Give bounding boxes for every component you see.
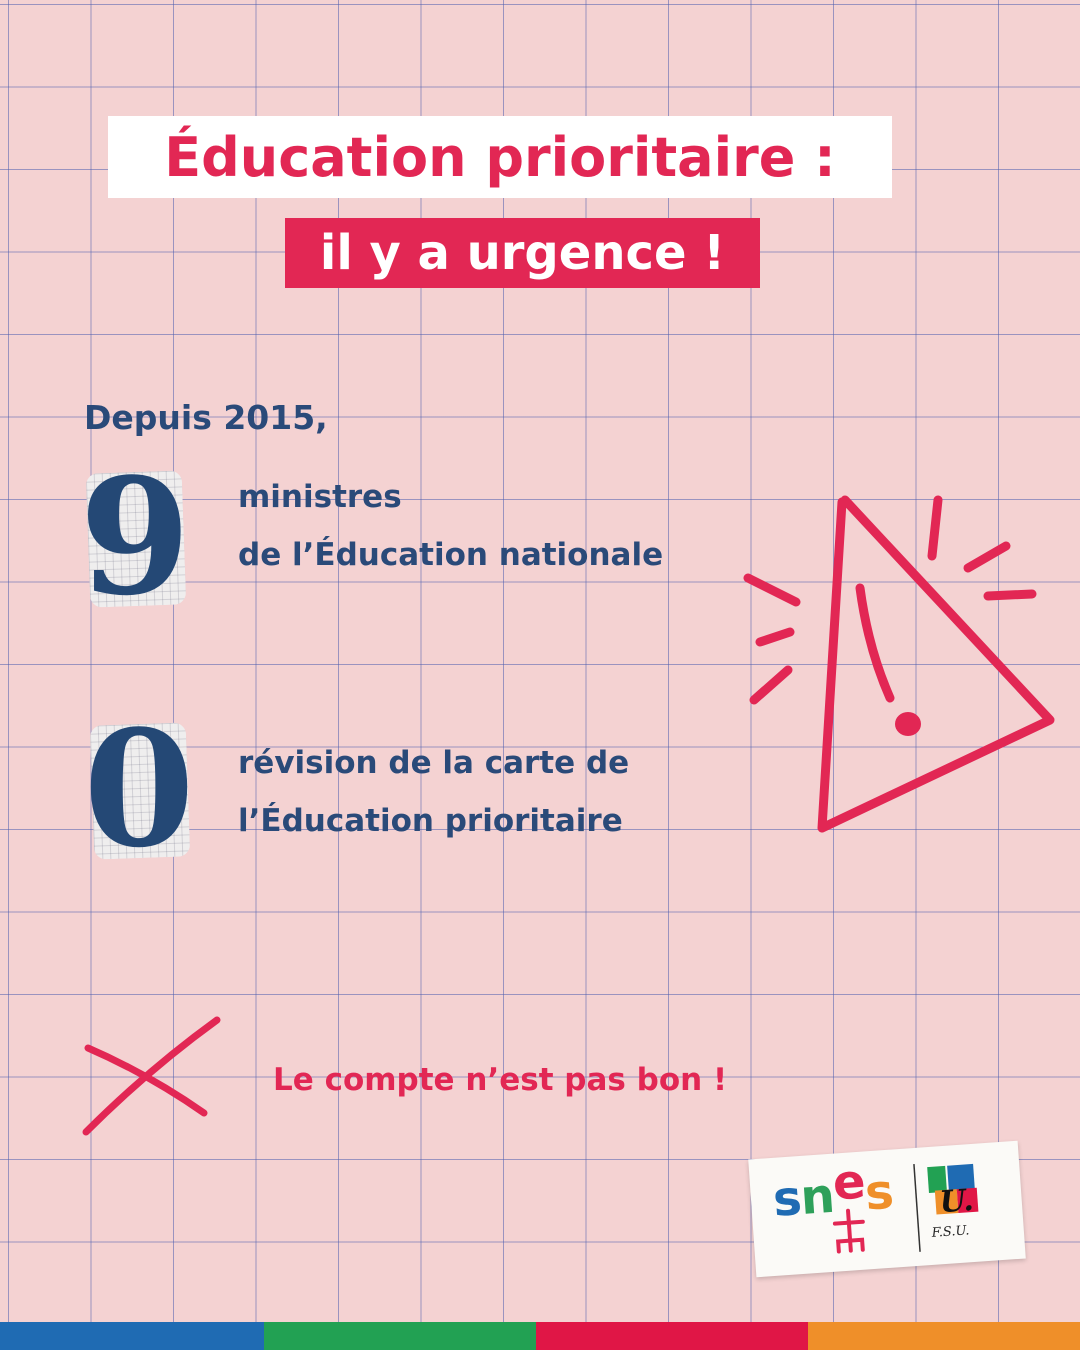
logo-letter: n (798, 1167, 836, 1226)
conclusion-text: Le compte n’est pas bon ! (273, 1062, 728, 1098)
stat-label-line: l’Éducation prioritaire (238, 803, 623, 839)
cross-mark-icon (78, 1010, 228, 1140)
snes-fsu-logo (748, 1141, 1026, 1278)
stat-number-revisions (83, 695, 195, 883)
stat-number-value: 9 (79, 443, 191, 631)
bar-segment (264, 1322, 536, 1350)
logo-fsu-text: F.S.U. (931, 1223, 970, 1241)
stat-number-value: 0 (83, 695, 195, 883)
title-banner (108, 116, 892, 198)
logo-letter: s (771, 1170, 803, 1228)
stat-label-line: ministres (238, 479, 402, 515)
page-subtitle: il y a urgence ! (319, 225, 726, 281)
stat-label-revisions (238, 734, 629, 850)
stat-label-ministers (238, 468, 663, 584)
stat-label-line: de l’Éducation nationale (238, 537, 664, 573)
stat-number-ministers (79, 443, 191, 631)
bar-segment (808, 1322, 1080, 1350)
bar-segment (0, 1322, 264, 1350)
bar-segment (536, 1322, 808, 1350)
logo-letter: s (863, 1163, 895, 1222)
bottom-color-bar (0, 1322, 1080, 1350)
logo-letter: e (830, 1153, 867, 1212)
warning-triangle-icon (740, 488, 1070, 843)
intro-text: Depuis 2015, (84, 398, 328, 437)
subtitle-banner (285, 218, 760, 288)
svg-text:U.: U. (938, 1182, 975, 1221)
stat-label-line: révision de la carte de (238, 745, 630, 781)
logo-snes-wordmark (771, 1153, 895, 1228)
page-title: Éducation prioritaire : (164, 125, 836, 189)
